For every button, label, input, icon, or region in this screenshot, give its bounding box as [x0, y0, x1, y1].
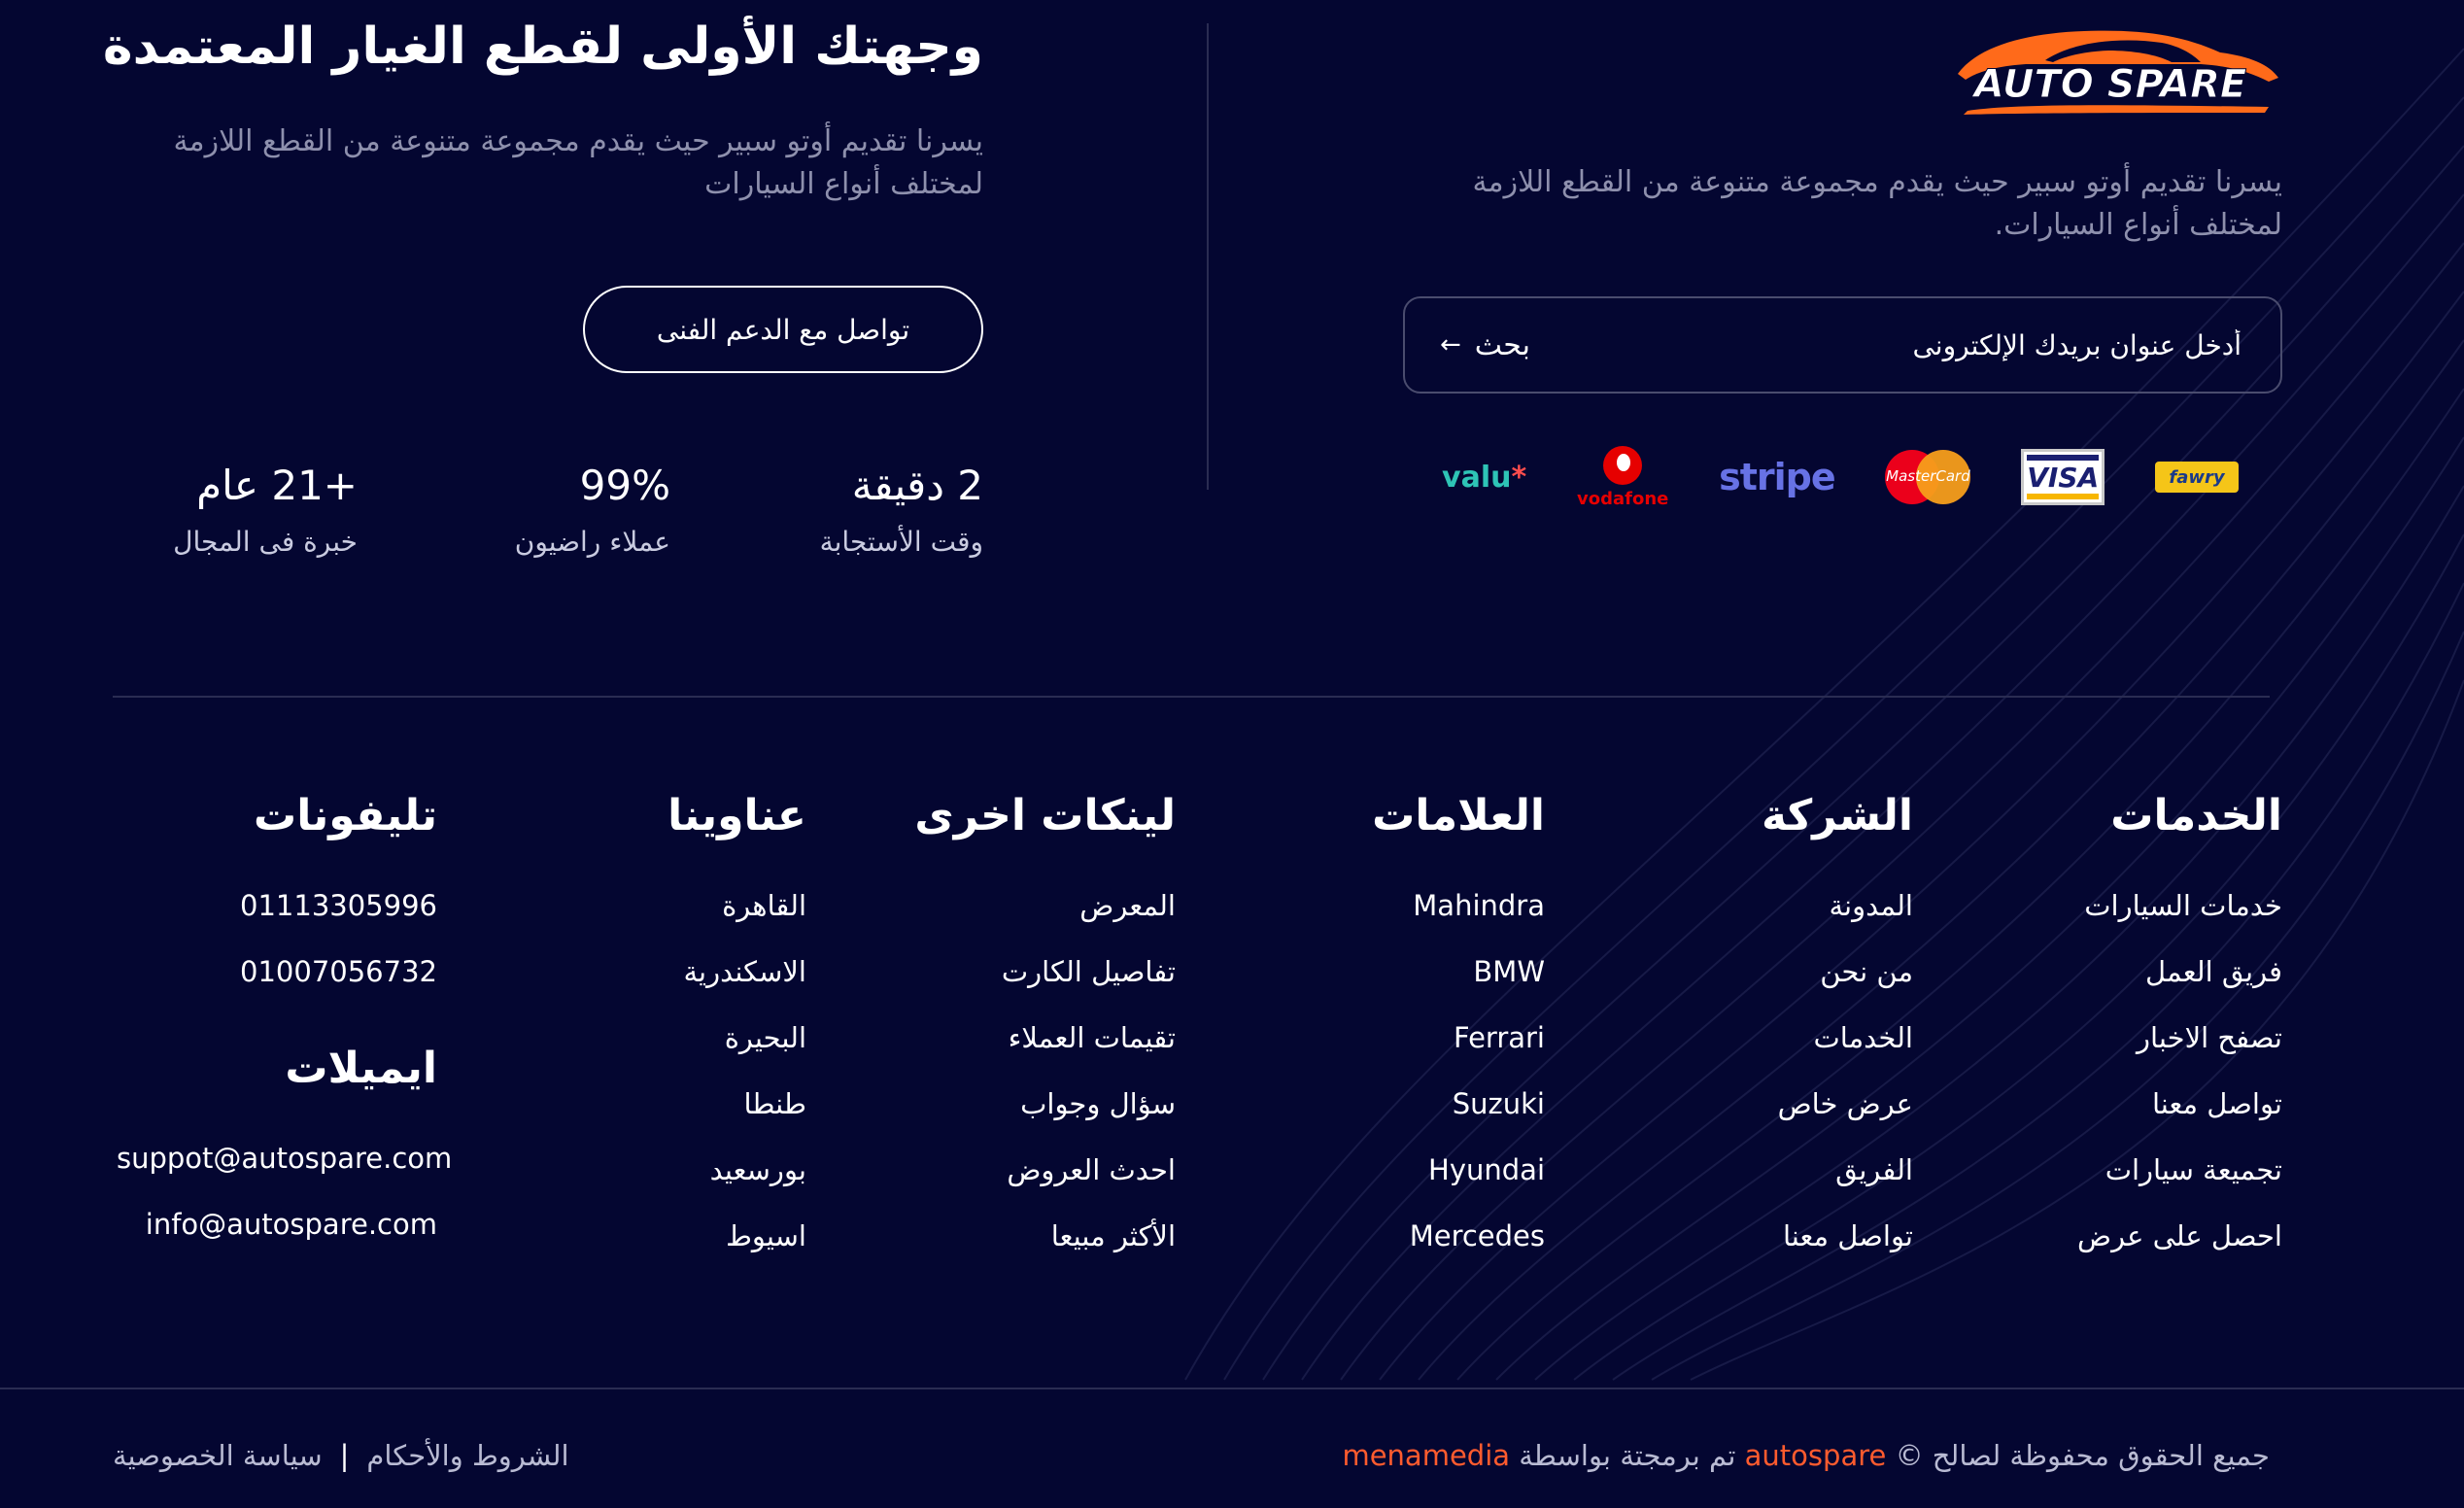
footer-link[interactable]: تصفح الاخبار: [2137, 1021, 2282, 1054]
search-button[interactable]: [1440, 328, 1530, 362]
vodafone-mark-icon: [1603, 446, 1642, 485]
addresses-column: [486, 785, 806, 1283]
fawry-logo-text: fawry: [2169, 466, 2225, 488]
legal-links: [113, 1434, 569, 1477]
footer-link[interactable]: تجميعة سيارات: [2105, 1153, 2282, 1186]
newsletter-form: [1403, 296, 2282, 394]
privacy-link[interactable]: سياسة الخصوصية: [113, 1439, 323, 1472]
stat-label: خبرة فى المجال: [173, 526, 358, 558]
email-input[interactable]: [1736, 329, 2242, 361]
email-link[interactable]: info@autospare.com: [145, 1208, 437, 1241]
copyright-prefix: جميع الحقوق محفوظة لصالح ©: [1895, 1439, 2270, 1472]
footer-link[interactable]: تواصل معنا: [1782, 1219, 1913, 1252]
column-title: عناوينا: [667, 791, 806, 840]
fawry-logo: [2155, 462, 2239, 493]
footer-link[interactable]: Hyundai: [1428, 1153, 1545, 1186]
footer-link[interactable]: الفريق: [1835, 1153, 1913, 1186]
footer-link[interactable]: احدث العروض: [1007, 1153, 1176, 1186]
visa-logo: [2021, 449, 2105, 505]
section-divider: [113, 696, 2270, 698]
brand-description: يسرنا تقديم أوتو سبير حيث يقدم مجموعة متنوعة من القطع اللازمة لمختلف أنواع السيارات.: [1472, 165, 2282, 242]
footer-link[interactable]: تقيمات العملاء: [1008, 1021, 1176, 1054]
developer-link[interactable]: menamedia: [1342, 1439, 1511, 1472]
column-title: تليفونات: [254, 791, 437, 840]
stat-response-time: [820, 457, 983, 564]
bottom-divider: [0, 1388, 2464, 1389]
footer-link[interactable]: اسيوط: [726, 1219, 806, 1252]
valu-star: *: [1511, 460, 1527, 495]
intro-title: وجهتك الأولى لقطع الغيار المعتمدة: [102, 17, 983, 76]
email-link[interactable]: suppot@autospare.com: [117, 1142, 453, 1175]
visa-logo-text: VISA: [2027, 461, 2100, 494]
addresses-links: [486, 886, 806, 1283]
copyright-middle: تم برمجتة بواسطة: [1519, 1439, 1736, 1472]
footer-link[interactable]: Suzuki: [1452, 1087, 1545, 1120]
company-links: [1592, 886, 1913, 1283]
column-title: ايميلات: [285, 1044, 437, 1093]
emails-list: [117, 1139, 453, 1271]
intro-description: يسرنا تقديم أوتو سبير حيث يقدم مجموعة متنوعة من القطع اللازمة لمختلف أنواع السيارات: [173, 124, 983, 201]
vertical-divider: [1207, 23, 1209, 490]
stats-row: [97, 457, 983, 573]
footer-link[interactable]: BMW: [1473, 955, 1545, 988]
phone-link[interactable]: 01007056732: [240, 955, 437, 988]
column-title: العلامات: [1372, 791, 1545, 840]
footer-link[interactable]: بورسعيد: [709, 1153, 806, 1186]
stat-experience: [173, 457, 358, 564]
stat-label: وقت الأستجابة: [819, 526, 983, 558]
stat-label: عملاء راضيون: [514, 526, 670, 558]
mastercard-logo-text: MasterCard: [1886, 467, 1970, 485]
stat-satisfied-clients: [515, 457, 670, 564]
footer-link[interactable]: سؤال وجواب: [1020, 1087, 1176, 1120]
logo-text: AUTO SPARE: [1973, 62, 2247, 107]
brands-column: [1224, 785, 1545, 1283]
phones-list: [117, 886, 437, 1018]
autospare-logo[interactable]: [1938, 17, 2282, 119]
legal-separator: |: [339, 1439, 350, 1472]
arrow-left-icon: ←: [1440, 330, 1461, 360]
valu-logo-text: valu: [1442, 460, 1512, 495]
stat-value: 2 دقيقة: [851, 462, 983, 509]
column-title: لينكات اخرى: [914, 791, 1176, 840]
copyright-text: [1342, 1434, 2270, 1477]
footer-link[interactable]: طنطا: [743, 1087, 806, 1120]
footer-link[interactable]: المدونة: [1829, 889, 1913, 922]
other-links: [855, 886, 1176, 1283]
footer-link[interactable]: خدمات السيارات: [2084, 889, 2282, 922]
footer-link[interactable]: احصل على عرض: [2077, 1219, 2282, 1252]
services-links: [1962, 886, 2282, 1283]
valu-logo: [1442, 461, 1526, 495]
footer-link[interactable]: تفاصيل الكارت: [1001, 955, 1176, 988]
other-links-column: [855, 785, 1176, 1283]
vodafone-logo-text: vodafone: [1576, 488, 1669, 509]
footer-link[interactable]: Mercedes: [1409, 1219, 1545, 1252]
mastercard-logo: [1885, 450, 1970, 504]
footer-link[interactable]: Ferrari: [1453, 1021, 1545, 1054]
footer-link[interactable]: تواصل معنا: [2151, 1087, 2282, 1120]
search-button-label: بحث: [1474, 327, 1530, 362]
footer-link[interactable]: المعرض: [1079, 889, 1176, 922]
company-column: [1592, 785, 1913, 1283]
column-title: الخدمات: [2110, 791, 2282, 840]
footer-link[interactable]: القاهرة: [722, 889, 806, 922]
footer-link[interactable]: الخدمات: [1813, 1021, 1913, 1054]
copyright-brand-link[interactable]: autospare: [1744, 1439, 1887, 1472]
terms-link[interactable]: الشروط والأحكام: [366, 1439, 569, 1472]
footer-link[interactable]: فريق العمل: [2145, 955, 2282, 988]
footer-link[interactable]: عرض خاص: [1777, 1087, 1913, 1120]
footer-link[interactable]: الاسكندرية: [683, 955, 806, 988]
contact-support-button[interactable]: تواصل مع الدعم الفنى: [583, 286, 983, 373]
footer-link[interactable]: البحيرة: [724, 1021, 806, 1054]
footer-link[interactable]: من نحن: [1820, 955, 1913, 988]
brands-links: [1224, 886, 1545, 1283]
stat-value: 99%: [579, 462, 670, 509]
vodafone-logo: [1577, 446, 1668, 509]
stat-value: +21 عام: [196, 462, 358, 509]
phone-link[interactable]: 01113305996: [240, 889, 437, 922]
footer-link[interactable]: الأكثر مبيعا: [1050, 1219, 1176, 1252]
footer-link[interactable]: Mahindra: [1413, 889, 1545, 922]
contacts-column: [117, 785, 453, 1271]
stripe-logo: stripe: [1719, 456, 1835, 498]
services-column: [1962, 785, 2282, 1283]
payment-methods: [1442, 430, 2239, 524]
column-title: الشركة: [1761, 791, 1913, 840]
